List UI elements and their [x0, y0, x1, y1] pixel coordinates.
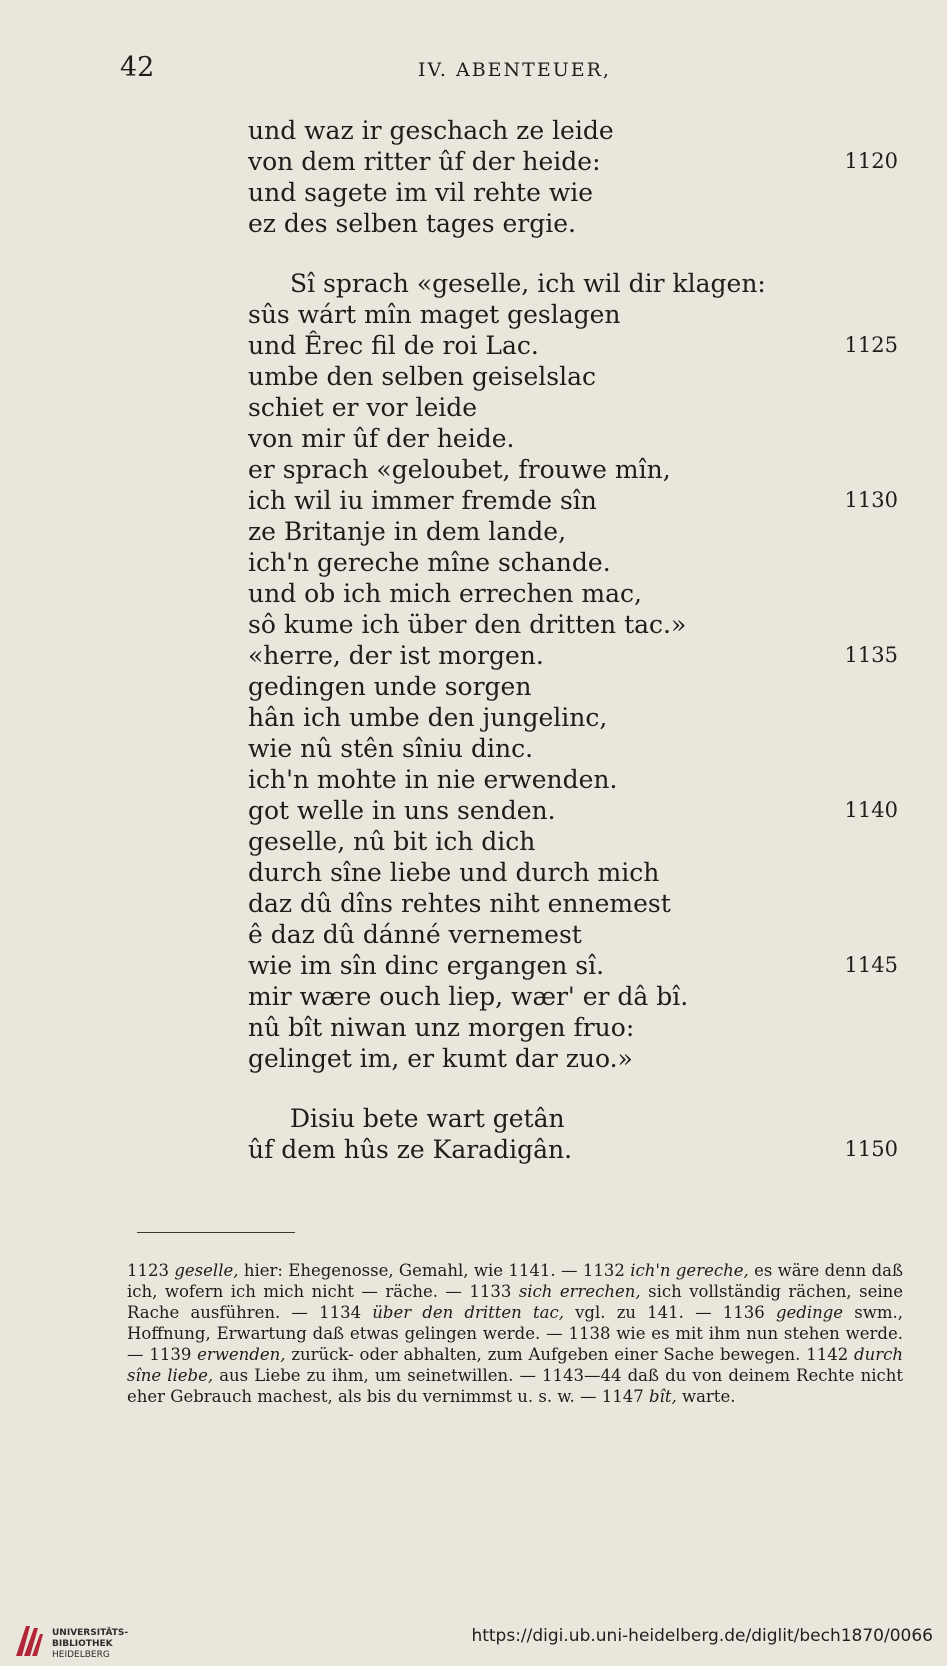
verse-line: [248, 733, 898, 764]
stanza-gap: [248, 239, 898, 268]
verse-line: [248, 516, 898, 547]
verse-text: ê daz dû dánné vernemest: [248, 920, 582, 949]
verse-line: [248, 1134, 898, 1165]
verse-line: [248, 330, 898, 361]
verse-text: ûf dem hûs ze Karadigân.: [248, 1135, 573, 1164]
verse-text: daz dû dîns rehtes niht ennemest: [248, 889, 671, 918]
verse-line: [248, 1012, 898, 1043]
footnote-text: aus Liebe zu ihm, um seinetwillen. — 1143—44 daß du von deinem Rechte nicht eher Gebrauch machest, als bis du vernimmst u. s. w. — 1147: [127, 1366, 903, 1406]
page-footer: [0, 1620, 947, 1666]
verse-text: umbe den selben geiselslac: [248, 362, 597, 391]
line-number: 1140: [844, 798, 898, 822]
verse-line: [248, 1043, 898, 1074]
verse-line: [248, 177, 898, 208]
verse-line: [248, 702, 898, 733]
university-library-logo-icon: [12, 1622, 46, 1660]
verse-text: «herre, der ist morgen.: [248, 641, 544, 670]
footnote-lemma: gedinge: [775, 1303, 844, 1322]
verse-line: [248, 857, 898, 888]
verse-line: [248, 268, 898, 299]
verse-text: ich'n gereche mîne schande.: [248, 548, 611, 577]
line-number: 1150: [844, 1137, 898, 1161]
verse-line: [248, 208, 898, 239]
verse-text: gedingen unde sorgen: [248, 672, 532, 701]
verse-line: [248, 640, 898, 671]
footnote-lemma: sich errechen,: [518, 1282, 641, 1301]
line-number: 1145: [844, 953, 898, 977]
verse-text: von dem ritter ûf der heide:: [248, 147, 601, 176]
verse-line: [248, 764, 898, 795]
line-number: 1135: [844, 643, 898, 667]
footnote-text: warte.: [676, 1387, 736, 1406]
permalink-url[interactable]: https://digi.ub.uni-heidelberg.de/diglit/bech1870/0066: [471, 1626, 933, 1646]
verse-text: mir wære ouch liep, wær' er dâ bî.: [248, 982, 689, 1011]
library-line-1: UNIVERSITÄTS-: [52, 1628, 129, 1638]
verse-text: sûs wárt mîn maget geslagen: [248, 300, 621, 329]
verse-line: [248, 578, 898, 609]
verse-line: [248, 454, 898, 485]
footnote-lemma: geselle,: [174, 1261, 239, 1280]
verse-text: durch sîne liebe und durch mich: [248, 858, 660, 887]
verse-line: [248, 146, 898, 177]
verse-text: sô kume ich über den dritten tac.»: [248, 610, 687, 639]
verse-text: und sagete im vil rehte wie: [248, 178, 594, 207]
verse-text: gelinget im, er kumt dar zuo.»: [248, 1044, 633, 1073]
verse-text: wie im sîn dinc ergangen sî.: [248, 951, 605, 980]
footnote-lemma: über den dritten tac,: [372, 1303, 564, 1322]
verse-text: und ob ich mich errechen mac,: [248, 579, 642, 608]
footnote-divider: [137, 1232, 295, 1233]
footnote-lemma: durch sîne liebe,: [127, 1345, 903, 1385]
footnote-text: zurück- oder abhalten, zum Aufgeben einer Sache bewegen. 1142: [285, 1345, 855, 1364]
verse-text: von mir ûf der heide.: [248, 424, 515, 453]
line-number: 1130: [844, 488, 898, 512]
page-number: 42: [120, 52, 155, 83]
verse-line: [248, 826, 898, 857]
verse-line: [248, 671, 898, 702]
footnote-lemma: ich'n gereche,: [630, 1261, 749, 1280]
running-title: IV. ABENTEUER,: [418, 59, 611, 81]
footnote-text: swm., Hoffnung, Erwartung daß etwas gelingen werde. — 1138 wie es mit ihm nun stehen werde. — 1139: [127, 1303, 903, 1364]
footnote-text: vgl. zu 141. — 1136: [563, 1303, 776, 1322]
library-line-2: BIBLIOTHEK: [52, 1639, 113, 1649]
verse-line: [248, 115, 898, 146]
verse-text: got welle in uns senden.: [248, 796, 556, 825]
verse-text: geselle, nû bit ich dich: [248, 827, 536, 856]
verse-line: [248, 1103, 898, 1134]
verse-line: [248, 361, 898, 392]
line-number: 1125: [844, 333, 898, 357]
footnote-text: es wäre denn daß ich, wofern ich mich nicht — räche. — 1133: [127, 1261, 904, 1301]
footnote-text: sich vollständig rächen, seine Rache ausführen. — 1134: [127, 1282, 903, 1322]
verse-text: er sprach «geloubet, frouwe mîn,: [248, 455, 671, 484]
verse-line: [248, 299, 898, 330]
verse-line: [248, 795, 898, 826]
verse-line: [248, 888, 898, 919]
footnotes: [127, 1260, 903, 1407]
library-name: [52, 1628, 128, 1661]
verse-text: hân ich umbe den jungelinc,: [248, 703, 608, 732]
verse-line: [248, 919, 898, 950]
verse-text: nû bît niwan unz morgen fruo:: [248, 1013, 635, 1042]
stanza-gap: [248, 1074, 898, 1103]
verse-text: Disiu bete wart getân: [290, 1104, 565, 1133]
footnote-lemma: erwenden,: [197, 1345, 286, 1364]
verse-text: ez des selben tages ergie.: [248, 209, 576, 238]
verse-block: [248, 115, 898, 1165]
verse-line: [248, 950, 898, 981]
verse-line: [248, 609, 898, 640]
page-header: [0, 52, 947, 92]
footnote-lemma: bît,: [649, 1387, 677, 1406]
footnote-text: hier: Ehegenosse, Gemahl, wie 1141. — 1132: [238, 1261, 631, 1280]
verse-text: ich wil iu immer fremde sîn: [248, 486, 597, 515]
verse-line: [248, 547, 898, 578]
verse-text: ze Britanje in dem lande,: [248, 517, 567, 546]
verse-text: ich'n mohte in nie erwenden.: [248, 765, 618, 794]
line-number: 1120: [844, 149, 898, 173]
footnote-text: 1123: [127, 1261, 175, 1280]
verse-text: Sî sprach «geselle, ich wil dir klagen:: [290, 269, 766, 298]
verse-text: und Êrec fil de roi Lac.: [248, 331, 539, 360]
verse-line: [248, 423, 898, 454]
library-line-3: HEIDELBERG: [52, 1650, 110, 1660]
verse-line: [248, 485, 898, 516]
verse-line: [248, 981, 898, 1012]
verse-line: [248, 392, 898, 423]
verse-text: und waz ir geschach ze leide: [248, 116, 614, 145]
verse-text: schiet er vor leide: [248, 393, 478, 422]
verse-text: wie nû stên sîniu dinc.: [248, 734, 534, 763]
